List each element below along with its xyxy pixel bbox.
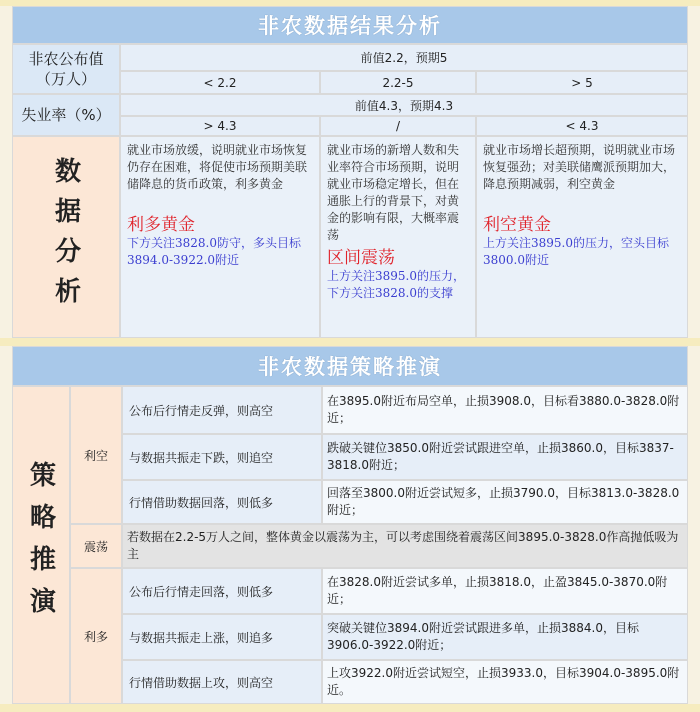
strategy-condition: 与数据共振走下跌，则追空 (122, 434, 322, 480)
nfp-label: 非农公布值（万人） (12, 44, 120, 94)
bottom-decor-strip (0, 704, 700, 712)
verdict-label: 区间震荡 (327, 248, 395, 268)
range-strategy-text: 若数据在2.2-5万人之间，整体黄金以震荡为主，可以考虑围绕着震荡区间3895.0-3828.0作高抛低吸为主 (122, 524, 688, 568)
analysis-text: 就业市场的新增人数和失业率符合市场预期，说明就业市场稳定增长，但在通胀上行的背景下，对黄金的影响有限，大概率震荡 (327, 143, 460, 242)
verdict-label: 利空黄金 (483, 215, 551, 235)
analysis-note: 上方关注3895.0的压力，空头目标3800.0附近 (483, 236, 669, 267)
section1-title: 非农数据结果分析 (12, 6, 688, 44)
unemployment-label: 失业率（%） (12, 94, 120, 136)
strategy-plan: 回落至3800.0附近尝试短多，止损3790.0，目标3813.0-3828.0附近； (322, 480, 688, 524)
unemployment-prev-forecast: 前值4.3，预期4.3 (120, 94, 688, 116)
range-side-label: 震荡 (70, 524, 122, 568)
nfp-range-mid: 2.2-5 (320, 71, 476, 94)
strategy-condition: 公布后行情走回落，则低多 (122, 568, 322, 614)
strategy-plan: 跌破关键位3850.0附近尝试跟进空单，止损3860.0，目标3837-3818.0附近； (322, 434, 688, 480)
analysis-label: 数据分析 (12, 136, 120, 338)
strategy-plan: 上攻3922.0附近尝试短空，止损3933.0，目标3904.0-3895.0附近。 (322, 660, 688, 704)
unemployment-range-high: > 4.3 (120, 116, 320, 136)
bearish-side-label: 利空 (70, 386, 122, 524)
strategy-condition: 行情借助数据上攻，则高空 (122, 660, 322, 704)
analysis-note: 下方关注3828.0防守，多头目标3894.0-3922.0附近 (127, 236, 301, 267)
strategy-condition: 公布后行情走反弹，则高空 (122, 386, 322, 434)
middle-decor-strip (0, 338, 700, 346)
section2-title: 非农数据策略推演 (12, 346, 688, 386)
unemployment-range-mid: / (320, 116, 476, 136)
strategy-plan: 在3828.0附近尝试多单，止损3818.0，止盈3845.0-3870.0附近； (322, 568, 688, 614)
strategy-condition: 与数据共振走上涨，则追多 (122, 614, 322, 660)
analysis-column-range (320, 136, 476, 338)
unemployment-range-low: < 4.3 (476, 116, 688, 136)
nfp-prev-forecast: 前值2.2，预期5 (120, 44, 688, 71)
bullish-side-label: 利多 (70, 568, 122, 704)
analysis-column-bullish (120, 136, 320, 338)
verdict-label: 利多黄金 (127, 215, 195, 235)
analysis-note: 上方关注3895.0的压力，下方关注3828.0的支撑 (327, 269, 465, 300)
analysis-text: 就业市场放缓，说明就业市场恢复仍存在困难，将促使市场预期美联储降息的货币政策，利多黄金 (127, 143, 308, 191)
analysis-text: 就业市场增长超预期，说明就业市场恢复强劲；对美联储鹰派预期加大，降息预期减弱，利空黄金 (483, 143, 676, 191)
strategy-plan: 在3895.0附近布局空单，止损3908.0，目标看3880.0-3828.0附近； (322, 386, 688, 434)
analysis-column-bearish (476, 136, 688, 338)
strategy-plan: 突破关键位3894.0附近尝试跟进多单，止损3884.0，目标3906.0-3922.0附近； (322, 614, 688, 660)
nfp-range-high: > 5 (476, 71, 688, 94)
nfp-range-low: < 2.2 (120, 71, 320, 94)
strategy-condition: 行情借助数据回落，则低多 (122, 480, 322, 524)
strategy-label: 策略推演 (12, 386, 70, 704)
